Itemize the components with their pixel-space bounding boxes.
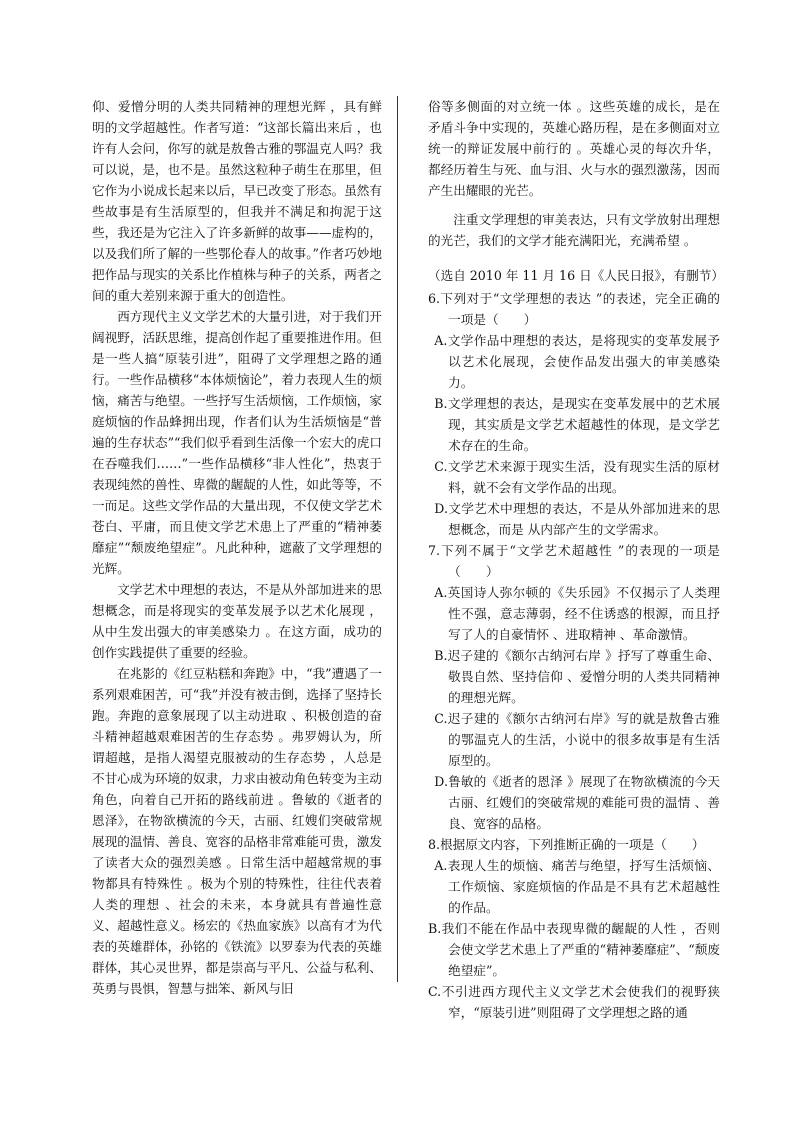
option-b: B.我们不能在作品中表现卑微的龌龊的人性 ，否则会使文学艺术患上了严重的“精神萎靡症”、“颓废绝望症”。: [428, 921, 720, 978]
question-6: [428, 288, 720, 540]
question-stem: 8.根据原文内容，下列推断正确的一项是（ ）: [428, 837, 705, 852]
source-citation: （选自 2010 年 11 月 16 日《人民日报》，有删节）: [428, 268, 724, 283]
question-8: [428, 834, 720, 1023]
option-b: B.迟子建的《额尔古纳河右岸 》抒写了尊重生命、敬畏自然、坚持信仰 、爱憎分明的人类共同精神的理想光辉。: [434, 648, 720, 705]
option-c: C.不引进西方现代主义文学艺术会使我们的视野狭窄，“原装引进”则阻碍了文学理想之路的通: [428, 984, 720, 1020]
body-paragraph: 注重文学理想的审美表达，只有文学放射出理想的光芒，我们的文学才能充满阳光，充满希望 。: [428, 212, 720, 248]
column-divider: [397, 96, 398, 982]
body-paragraph: 俗等多侧面的对立统一体 。这些英雄的成长，是在矛盾斗争中实现的，英雄心路历程，是在多侧面对立统一的辩证发展中前行的 。英雄心灵的每次升华，都经历着生与死、血与泪、火与水的强烈激荡，因而产生出耀眼的光芒。: [428, 99, 720, 198]
right-column: [428, 96, 724, 1023]
question-7: [428, 540, 720, 834]
left-column: [92, 96, 382, 999]
option-d: D.文学艺术中理想的表达，不是从外部加进来的思想概念，而是 从内部产生的文学需求。: [434, 501, 720, 537]
option-a: A.文学作品中理想的表达，是将现实的变革发展予以艺术化展现，会使作品发出强大的审美感染力。: [434, 333, 720, 390]
body-paragraph: 仰、爱憎分明的人类共同精神的理想光辉 ，具有鲜明的文学超越性。作者写道：“这部长篇出来后 ，也许有人会问，你写的就是敖鲁古雅的鄂温克人吗？我可以说，是，也不是。虽然这粒种子萌生在那里，但它作为小说成长起来以后，早已改变了形态。虽然有些故事是有生活原型的，但我并不满足和拘泥于这些，我还是为它注入了许多新鲜的故事——虚构的，以及我们所了解的一些鄂伦春人的故事。”作者巧妙地把作品与现实的关系比作植株与种子的关系，两者之间的重大差别来源于重大的创造性。: [92, 99, 382, 303]
option-b: B.文学理想的表达，是现实在变革发展中的艺术展现，其实质是文学艺术超越性的体现，是文学艺术存在的生命。: [434, 396, 720, 453]
question-stem: 6.下列对于“文学理想的表达 ”的表述，完全正确的一项是（ ）: [428, 291, 720, 327]
option-c: C.文学艺术来源于现实生活，没有现实生活的原材料，就不会有文学作品的出现。: [434, 459, 720, 495]
body-paragraph: 西方现代主义文学艺术的大量引进，对于我们开阔视野，活跃思维，提高创作起了重要推进作用。但是一些人搞“原装引进”，阻碍了文学理想之路的通行。一些作品横移“本体烦恼论”，着力表现人生的烦恼，痛苦与绝望。一些抒写生活烦恼，工作烦恼，家庭烦恼的作品蜂拥出现，作者们认为生活烦恼是“普遍的生存状态”“我们似乎看到生活像一个宏大的虎口在吞噬我们……”一些作品横移“非人性化”，热衷于表现纯然的兽性、卑微的龌龊的人性，如此等等，不一而足。这些文学作品的大量出现，不仅使文学艺术苍白、平庸，而且使文学艺术患上了严重的“精神萎靡症”“颓废绝望症”。凡此种种，遮蔽了文学理想的光辉。: [92, 309, 382, 576]
option-c: C.迟子建的《额尔古纳河右岸》写的就是敖鲁古雅的鄂温克人的生活，小说中的很多故事是有生活原型的。: [434, 711, 720, 768]
option-d: D.鲁敏的《逝者的恩泽 》展现了在物欲横流的今天古丽、红嫂们的突破常规的难能可贵的温情 、善良、宽容的品格。: [434, 774, 720, 831]
body-paragraph: 文学艺术中理想的表达，不是从外部加进来的思想概念，而是将现实的变革发展予以艺术化展现 ，从中生发出强大的审美感染力 。在这方面，成功的创作实践提供了重要的经验。: [92, 582, 382, 660]
option-a: A.表现人生的烦恼、痛苦与绝望，抒写生活烦恼、工作烦恼、家庭烦恼的作品是不具有艺术超越性的作品。: [434, 858, 720, 915]
option-a: A.英国诗人弥尔顿的《失乐园》不仅揭示了人类理性不强，意志薄弱，经不住诱惑的根源，而且抒写了人的自豪情怀 、进取精神 、革命激情。: [434, 585, 720, 642]
question-stem: 7.下列不属于“文学艺术超越性 ”的表现的一项是（ ）: [428, 543, 720, 579]
body-paragraph: 在兆影的《红豆粘糕和奔跑》中，“我”遭遇了一系列艰难困苦，可“我”并没有被击倒，选择了坚持长跑。奔跑的意象展现了以主动进取 、积极创造的奋斗精神超越艰难困苦的生存态势 。弗罗姆认为，所谓超越，是指人渴望克服被动的生存态势 ，人总是不甘心成为环境的奴隶，力求由被动角色转变为主动角色，向着自己开拓的路线前进 。鲁敏的《逝者的恩泽》，在物欲横流的今天，古丽、红嫂们突破常规展现的温情、善良、宽容的品格非常难能可贵，激发了读者大众的强烈美感 。日常生活中超越常规的事物都具有特殊性 。极为个别的特殊性，往往代表着人类的理想 、社会的未来，本身就具有普遍性意义、超越性意义。杨宏的《热血家族》以高有才为代表的英雄群体，孙铭的《铁流》以罗泰为代表的英雄群体，其心灵世界，都是崇高与平凡、公益与私利、英勇与畏惧，智慧与拙笨、新风与旧: [92, 666, 382, 996]
